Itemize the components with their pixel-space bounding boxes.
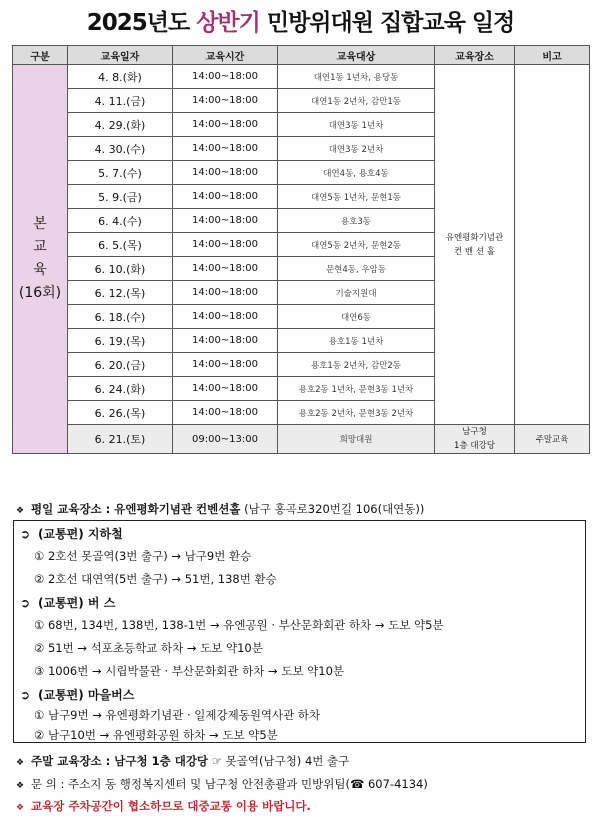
schedule-table	[12, 45, 590, 454]
village-bus-heading	[20, 686, 134, 703]
time-cell: 14:00~18:00	[173, 329, 278, 353]
weekend-place-detail: ☞ 못골역(남구청) 4번 출구	[211, 754, 350, 768]
place-label: 유엔평화기념관	[445, 232, 504, 243]
bus-item: ① 68번, 134번, 138번, 138-1번 → 유엔공원 · 부산문화회관 하차 → 도보 약5분	[34, 618, 444, 632]
date-cell: 6. 24.(화)	[68, 377, 173, 401]
bus-heading	[20, 594, 115, 611]
time-cell: 14:00~18:00	[173, 185, 278, 209]
time-cell: 14:00~18:00	[173, 65, 278, 89]
header-date: 교육일자	[68, 46, 173, 65]
date-cell: 5. 9.(금)	[68, 185, 173, 209]
header-place: 교육장소	[435, 46, 515, 65]
header-target: 교육대상	[278, 46, 435, 65]
target-cell: 용호2동 2년차, 문현3동 2년차	[278, 401, 435, 425]
target-cell: 용호3동	[278, 209, 435, 233]
note-cell: 주말교육	[515, 425, 590, 454]
date-cell: 6. 20.(금)	[68, 353, 173, 377]
date-cell: 6. 4.(수)	[68, 209, 173, 233]
target-cell: 대연1동 1년차, 용당동	[278, 65, 435, 89]
bullet-icon: ❖	[16, 803, 25, 813]
target-cell: 용호2동 1년차, 문현3동 1년차	[278, 377, 435, 401]
target-cell: 용호1동 1년차	[278, 329, 435, 353]
parking-text: 교육장 주차공간이 협소하므로 대중교통 이용 바랍니다.	[31, 799, 311, 813]
weekday-place-line	[16, 501, 424, 517]
target-cell: 문현4동, 우암동	[278, 257, 435, 281]
place-label: 1층 대강당	[454, 441, 495, 451]
target-cell: 용호1동 2년차, 감만2동	[278, 353, 435, 377]
time-cell: 14:00~18:00	[173, 281, 278, 305]
category-label: 본	[33, 216, 47, 232]
time-cell: 14:00~18:00	[173, 113, 278, 137]
weekday-place-detail: (남구 홍곡로320번길 106(대연동))	[244, 502, 425, 516]
bus-title: (교통편) 버 스	[38, 596, 116, 610]
note-cell	[515, 65, 590, 425]
table-row-weekend	[13, 425, 590, 454]
category-label: 육	[33, 262, 47, 278]
date-cell: 5. 7.(수)	[68, 161, 173, 185]
date-cell: 6. 21.(토)	[68, 425, 173, 454]
time-cell: 14:00~18:00	[173, 161, 278, 185]
date-cell: 4. 29.(화)	[68, 113, 173, 137]
time-cell: 14:00~18:00	[173, 209, 278, 233]
header-note: 비고	[515, 46, 590, 65]
target-cell: 대연4동, 용호4동	[278, 161, 435, 185]
date-cell: 6. 10.(화)	[68, 257, 173, 281]
target-cell: 대연5동 2년차, 문현2동	[278, 233, 435, 257]
bullet-icon: ❖	[16, 758, 25, 768]
subway-item: ① 2호선 못골역(3번 출구) → 남구9번 환승	[34, 549, 252, 563]
parking-notice	[16, 798, 311, 814]
subway-heading	[20, 525, 123, 542]
header-category: 구분	[13, 46, 68, 65]
time-cell: 14:00~18:00	[173, 377, 278, 401]
date-cell: 6. 12.(목)	[68, 281, 173, 305]
time-cell: 09:00~13:00	[173, 425, 278, 454]
target-cell: 대연1동 2년차, 감만1동	[278, 89, 435, 113]
transport-box	[13, 520, 586, 743]
time-cell: 14:00~18:00	[173, 401, 278, 425]
category-label: 교	[33, 239, 47, 255]
date-cell: 6. 5.(목)	[68, 233, 173, 257]
category-label: (16회)	[18, 285, 62, 301]
title-year: 2025년도	[86, 10, 190, 36]
village-bus-item: ① 남구9번 → 유엔평화기념관 · 일제강제동원역사관 하차	[34, 708, 321, 722]
inquiry-text: 문 의 : 주소지 동 행정복지센터 및 남구청 안전총괄과 민방위팀(☎ 607-4134)	[31, 777, 428, 791]
date-cell: 6. 19.(목)	[68, 329, 173, 353]
target-cell: 대연3동 1년차	[278, 113, 435, 137]
title-main: 민방위대원 집합교육 일정	[266, 10, 515, 36]
header-time: 교육시간	[173, 46, 278, 65]
weekend-place-line	[16, 753, 349, 769]
title-accent: 상반기	[196, 10, 260, 36]
place-cell	[435, 425, 515, 454]
time-cell: 14:00~18:00	[173, 257, 278, 281]
village-bus-title: (교통편) 마을버스	[38, 688, 135, 702]
date-cell: 6. 26.(목)	[68, 401, 173, 425]
arrow-icon: ➲	[20, 688, 31, 702]
time-cell: 14:00~18:00	[173, 353, 278, 377]
subway-title: (교통편) 지하철	[38, 527, 123, 541]
bullet-icon: ❖	[16, 506, 25, 516]
place-label: 남구청	[462, 427, 487, 437]
time-cell: 14:00~18:00	[173, 305, 278, 329]
village-bus-item: ② 남구10번 → 유엔평화공원 하차 → 도보 약5분	[34, 728, 278, 742]
subway-item: ② 2호선 대연역(5번 출구) → 51번, 138번 환승	[34, 572, 277, 586]
table-row	[13, 65, 590, 89]
arrow-icon: ➲	[20, 596, 31, 610]
time-cell: 14:00~18:00	[173, 89, 278, 113]
target-cell: 기술지원대	[278, 281, 435, 305]
category-cell	[13, 65, 68, 454]
date-cell: 4. 11.(금)	[68, 89, 173, 113]
target-cell: 대연3동 2년차	[278, 137, 435, 161]
target-cell: 대연6동	[278, 305, 435, 329]
target-cell: 대연5동 1년차, 문현1동	[278, 185, 435, 209]
table-header-row	[13, 46, 590, 65]
time-cell: 14:00~18:00	[173, 233, 278, 257]
weekend-place-label: 주말 교육장소 : 남구청 1층 대강당	[31, 754, 209, 768]
bus-item: ② 51번 → 석포초등학교 하차 → 도보 약10분	[34, 641, 263, 655]
weekday-place-label: 평일 교육장소 : 유엔평화기념관 컨벤션홀	[31, 502, 241, 516]
bullet-icon: ❖	[16, 781, 25, 791]
place-label: 컨 벤 션 홀	[454, 246, 495, 257]
page-title	[0, 4, 601, 37]
target-cell: 희망대원	[278, 425, 435, 454]
date-cell: 6. 18.(수)	[68, 305, 173, 329]
arrow-icon: ➲	[20, 527, 31, 541]
date-cell: 4. 8.(화)	[68, 65, 173, 89]
date-cell: 4. 30.(수)	[68, 137, 173, 161]
bus-item: ③ 1006번 → 시립박물관 · 부산문화회관 하차 → 도보 약10분	[34, 664, 344, 678]
inquiry-line	[16, 776, 428, 792]
place-cell	[435, 65, 515, 425]
time-cell: 14:00~18:00	[173, 137, 278, 161]
